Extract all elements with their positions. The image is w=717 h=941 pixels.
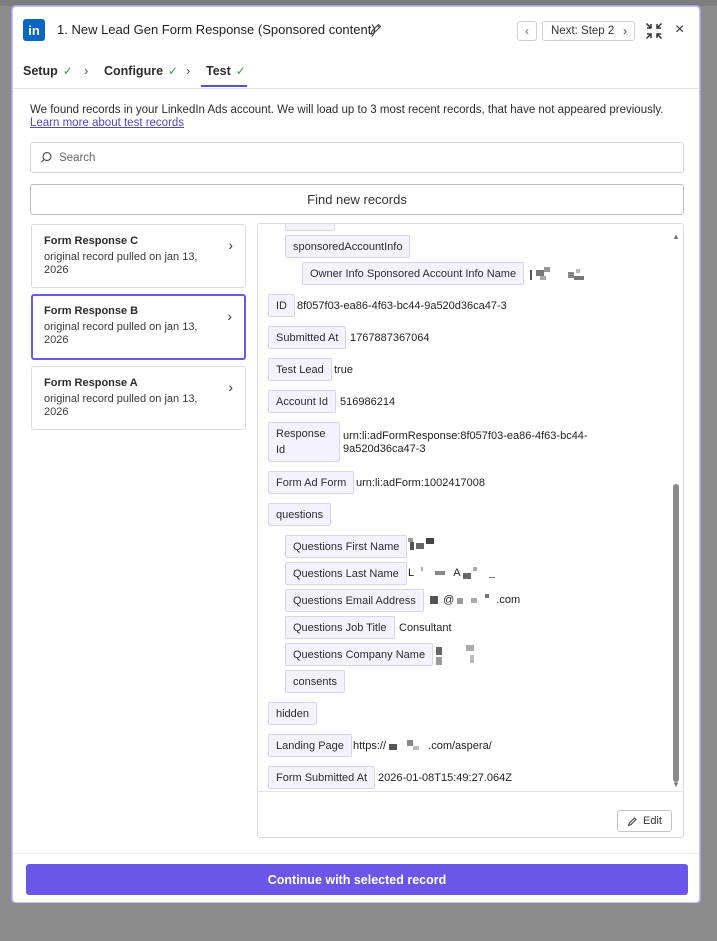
record-fields[interactable]: [258, 224, 683, 792]
field-label: Questions Company Name: [285, 643, 433, 666]
field-label: Submitted At: [268, 326, 346, 349]
next-step-label: Next: Step 2: [551, 25, 615, 37]
field-value: [353, 740, 492, 752]
field-value: 1767887367064: [350, 332, 430, 344]
field-value: 2026-01-08T15:49:27.064Z: [378, 772, 512, 784]
scrollbar-thumb[interactable]: [673, 484, 679, 782]
field-label: Form Ad Form: [268, 471, 354, 494]
intro-message: We found records in your LinkedIn Ads account. We will load up to 3 most recent records, that have not appeared previously.: [30, 104, 664, 116]
edit-button[interactable]: [617, 810, 672, 832]
tab-label: Test: [206, 64, 231, 78]
field-label: Landing Page: [268, 734, 352, 757]
check-icon: ✓: [62, 64, 73, 78]
scroll-down-arrow-icon[interactable]: ▼: [672, 780, 680, 789]
field-value: 516986214: [340, 396, 396, 408]
search-box: [30, 142, 684, 173]
chevron-right-icon: ›: [623, 24, 627, 38]
field-value-part: https://: [353, 740, 387, 752]
field-label: hidden: [268, 702, 317, 725]
record-item[interactable]: [31, 224, 246, 288]
close-icon[interactable]: ×: [675, 21, 685, 38]
record-subtitle: original record pulled on jan 13, 2026: [44, 251, 198, 276]
field-label: Form Submitted At: [268, 766, 375, 789]
next-step-button[interactable]: [542, 21, 635, 41]
step-modal: [12, 6, 700, 903]
scroll-up-arrow-icon[interactable]: ▲: [672, 232, 680, 241]
chevron-left-icon: ‹: [525, 24, 529, 38]
field-value-part: .com/aspera/: [428, 740, 492, 752]
field-chip-partial: [285, 224, 335, 231]
field-label: Questions First Name: [285, 535, 407, 558]
check-icon: ✓: [168, 64, 179, 78]
field-label: Response Id: [268, 422, 340, 462]
field-value: 8f057f03-ea86-4f63-bc44-9a520d36ca47-3: [297, 300, 507, 312]
field-value: [408, 567, 499, 579]
redacted-value: [436, 645, 480, 667]
field-label: Test Lead: [268, 358, 332, 381]
field-label: Questions Last Name: [285, 562, 407, 585]
field-label: consents: [285, 670, 345, 693]
record-title: Form Response B: [44, 305, 139, 317]
field-label: Questions Job Title: [285, 616, 395, 639]
intro-text: [30, 104, 680, 130]
record-item[interactable]: [31, 366, 246, 430]
learn-more-link[interactable]: Learn more about test records: [30, 117, 185, 129]
edit-label: Edit: [643, 815, 662, 827]
field-label: questions: [268, 503, 331, 526]
chevron-right-icon: ›: [228, 379, 233, 395]
search-icon: [40, 151, 53, 164]
field-value: true: [334, 364, 353, 376]
tab-configure[interactable]: [104, 64, 178, 78]
field-value: urn:li:adFormResponse:8f057f03-ea86-4f63-bc44-9a520d36ca47-3: [343, 430, 588, 455]
record-subtitle: original record pulled on jan 13, 2026: [44, 321, 198, 346]
redacted-value: [530, 266, 592, 282]
chevron-right-icon: ›: [186, 63, 191, 78]
modal-header: [13, 7, 699, 55]
field-label: Owner Info Sponsored Account Info Name: [302, 262, 524, 285]
tab-label: Setup: [23, 64, 58, 78]
field-label: ID: [268, 294, 295, 317]
field-value-part: .com: [496, 594, 521, 606]
active-tab-indicator: [201, 85, 247, 87]
record-detail-panel: [257, 223, 684, 838]
field-label: Questions Email Address: [285, 589, 424, 612]
find-new-records-button[interactable]: Find new records: [30, 184, 684, 215]
collapse-icon[interactable]: [645, 22, 663, 40]
step-title[interactable]: 1. New Lead Gen Form Response (Sponsored content): [57, 22, 376, 37]
vertical-scrollbar[interactable]: [672, 232, 681, 788]
tab-test[interactable]: [206, 64, 246, 78]
field-label: Account Id: [268, 390, 336, 413]
record-title: Form Response C: [44, 235, 139, 247]
tab-setup[interactable]: [23, 64, 73, 78]
field-label: sponsoredAccountInfo: [285, 235, 410, 258]
field-value: Consultant: [399, 622, 452, 634]
search-input[interactable]: [59, 149, 659, 167]
record-subtitle: original record pulled on jan 13, 2026: [44, 393, 198, 418]
chevron-right-icon: ›: [228, 237, 233, 253]
tab-label: Configure: [104, 64, 164, 78]
backdrop: [0, 903, 717, 941]
linkedin-logo-icon: in: [23, 19, 45, 41]
record-item-selected[interactable]: [31, 294, 246, 360]
record-title: Form Response A: [44, 377, 138, 389]
previous-step-button[interactable]: [517, 21, 537, 41]
pencil-icon: [627, 816, 638, 827]
chevron-right-icon: ›: [84, 63, 89, 78]
field-value: urn:li:adForm:1002417008: [356, 477, 486, 489]
field-value: [430, 594, 520, 606]
footer-divider: [13, 853, 699, 854]
chevron-right-icon: ›: [227, 308, 232, 324]
edit-title-pencil-icon[interactable]: [369, 22, 383, 36]
continue-with-selected-record-button[interactable]: Continue with selected record: [26, 864, 688, 895]
redacted-value: [408, 536, 438, 552]
field-value-part: @: [443, 594, 455, 606]
step-tabs: [13, 55, 699, 89]
check-icon: ✓: [235, 64, 246, 78]
field-value-part: L: [408, 567, 414, 579]
field-value-part: A: [453, 567, 460, 579]
